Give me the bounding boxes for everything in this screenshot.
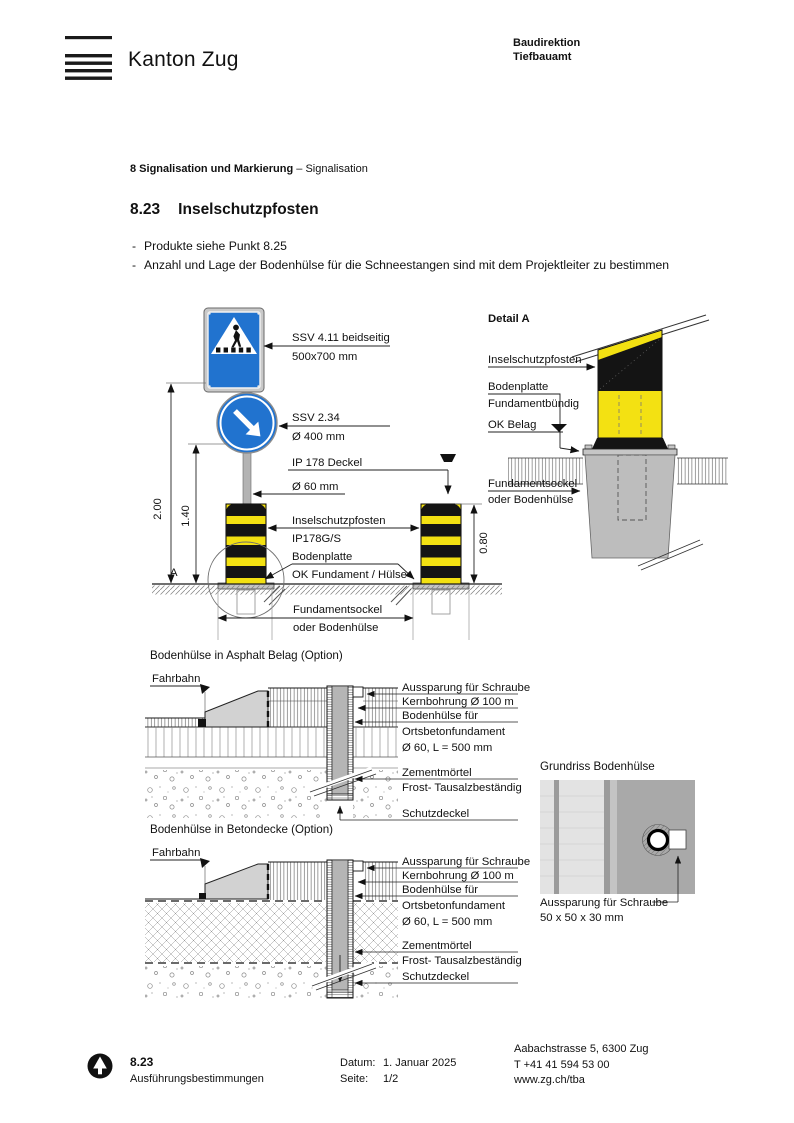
concrete-label-4: Ø 60, L = 500 mm (402, 916, 493, 928)
bullet-dash: - (132, 239, 137, 253)
brand-title: Kanton Zug (128, 48, 239, 71)
concrete-label-1: Kernbohrung Ø 100 m (402, 870, 514, 882)
plan-label-2: 50 x 50 x 30 mm (540, 912, 624, 924)
pedestrian-crossing-sign-icon (204, 308, 264, 392)
asphalt-label-1: Kernbohrung Ø 100 m (402, 696, 514, 708)
asphalt-label-6: Frost- Tausalzbeständig (402, 782, 522, 794)
page-title-text: Inselschutzpfosten (178, 201, 319, 218)
footer-doc-number: 8.23 (130, 1055, 154, 1069)
footer-date-label: Datum: (340, 1057, 376, 1069)
detail-post-foot (592, 438, 668, 449)
bullet-dash: - (132, 258, 137, 272)
asphalt-label-5: Zementmörtel (402, 767, 472, 779)
label-post: Inselschutzpfosten (292, 515, 386, 527)
detail-label-socket-2: oder Bodenhülse (488, 494, 574, 506)
concrete-label-5: Zementmörtel (402, 940, 472, 952)
office-line: Tiefbauamt (513, 51, 572, 63)
protection-post-right (413, 504, 469, 589)
footer-contact-block (514, 1042, 649, 1089)
breadcrumb (130, 163, 368, 175)
department-line: Baudirektion (513, 37, 581, 49)
asphalt-label-2: Bodenhülse für (402, 710, 478, 722)
label-ssv234-size: Ø 400 mm (292, 431, 345, 443)
concrete-label-3: Ortsbetonfundament (402, 900, 505, 912)
concrete-curb (199, 864, 268, 899)
figure-main-elevation (152, 308, 502, 640)
figure-plan-view (540, 760, 695, 924)
breadcrumb-section: – Signalisation (296, 163, 368, 175)
ground-surface (152, 584, 502, 595)
asphalt-label-4: Ø 60, L = 500 mm (402, 742, 493, 754)
footer-website[interactable]: www.zg.ch/tba (514, 1074, 585, 1086)
page-title (130, 201, 319, 219)
figure-concrete-section (145, 823, 530, 998)
detail-base-plate (583, 449, 677, 455)
page-title-number: 8.23 (130, 201, 161, 218)
concrete-label-6: Frost- Tausalzbeständig (402, 955, 522, 967)
plan-title: Grundriss Bodenhülse (540, 760, 655, 773)
plan-label-1: Aussparung für Schraube (540, 897, 669, 909)
label-ssv411: SSV 4.11 beidseitig (292, 332, 390, 344)
level-marker-icon (551, 424, 567, 432)
concrete-label-2: Bodenhülse für (402, 884, 478, 896)
label-pole-diameter: Ø 60 mm (292, 481, 339, 493)
dim-post-height: 0.80 (478, 532, 490, 554)
label-base-plate: Bodenplatte (292, 551, 353, 563)
figure-asphalt-section (145, 649, 530, 820)
label-ssv234: SSV 2.34 (292, 412, 340, 424)
footer-page-value: 1/2 (383, 1073, 399, 1085)
tiefbauamt-logo-icon (88, 1054, 113, 1079)
detail-foundation (585, 455, 675, 558)
label-socket-1: Fundamentsockel (293, 604, 383, 616)
concrete-label-0: Aussparung für Schraube (402, 856, 531, 868)
plan-sleeve-core (649, 831, 668, 850)
footer-doc-type: Ausführungsbestimmungen (130, 1073, 264, 1085)
label-ssv411-size: 500x700 mm (292, 351, 358, 363)
footer-page-label: Seite: (340, 1073, 369, 1085)
concrete-title: Bodenhülse in Betondecke (Option) (150, 823, 334, 836)
detail-label-surface: OK Belag (488, 419, 537, 431)
plan-screw-recess (669, 830, 686, 849)
bullet-item-2 (132, 258, 669, 272)
footer-address: Aabachstrasse 5, 6300 Zug (514, 1043, 649, 1055)
detail-a-marker-label: A (170, 567, 178, 579)
screw-recess-notch (353, 687, 363, 697)
dim-total-height: 2.00 (152, 498, 164, 520)
breadcrumb-chapter: 8 Signalisation und Markierung (130, 163, 294, 175)
bullet-text: Produkte siehe Punkt 8.25 (144, 239, 287, 253)
label-ok-fundament: OK Fundament / Hülse (292, 569, 407, 581)
label-socket-2: oder Bodenhülse (293, 622, 379, 634)
asphalt-label-7: Schutzdeckel (402, 808, 470, 820)
asphalt-road-label: Fahrbahn (152, 673, 201, 685)
asphalt-label-3: Ortsbetonfundament (402, 726, 505, 738)
asphalt-title: Bodenhülse in Asphalt Belag (Option) (150, 649, 343, 662)
protection-post-left (218, 504, 274, 589)
detail-label-plate-2: Fundamentbündig (488, 398, 580, 410)
bullet-item-1 (132, 239, 287, 253)
label-cover: IP 178 Deckel (292, 457, 363, 469)
asphalt-curb (198, 691, 268, 727)
kanton-zug-logo-icon (65, 36, 112, 80)
concrete-road-label: Fahrbahn (152, 847, 201, 859)
dim-sign-height: 1.40 (180, 505, 192, 527)
figure-detail-a (488, 313, 728, 570)
detail-a-title: Detail A (488, 313, 530, 325)
detail-label-plate-1: Bodenplatte (488, 381, 549, 393)
plan-drawing (540, 780, 695, 894)
concrete-label-7: Schutzdeckel (402, 971, 470, 983)
footer-phone: T +41 41 594 53 00 (514, 1058, 610, 1071)
label-post-type: IP178G/S (292, 533, 341, 545)
screw-recess-notch (353, 861, 363, 871)
asphalt-layers (145, 688, 398, 818)
cover-cap-icon (440, 454, 456, 462)
detail-label-socket-1: Fundamentsockel (488, 478, 578, 490)
footer-date-value: 1. Januar 2025 (383, 1057, 457, 1069)
detail-label-post: Inselschutzpfosten (488, 354, 582, 366)
asphalt-label-0: Aussparung für Schraube (402, 682, 531, 694)
department-block (513, 36, 580, 64)
bullet-text: Anzahl und Lage der Bodenhülse für die Schneestangen sind mit dem Projektleiter zu bestimmen (144, 258, 670, 272)
